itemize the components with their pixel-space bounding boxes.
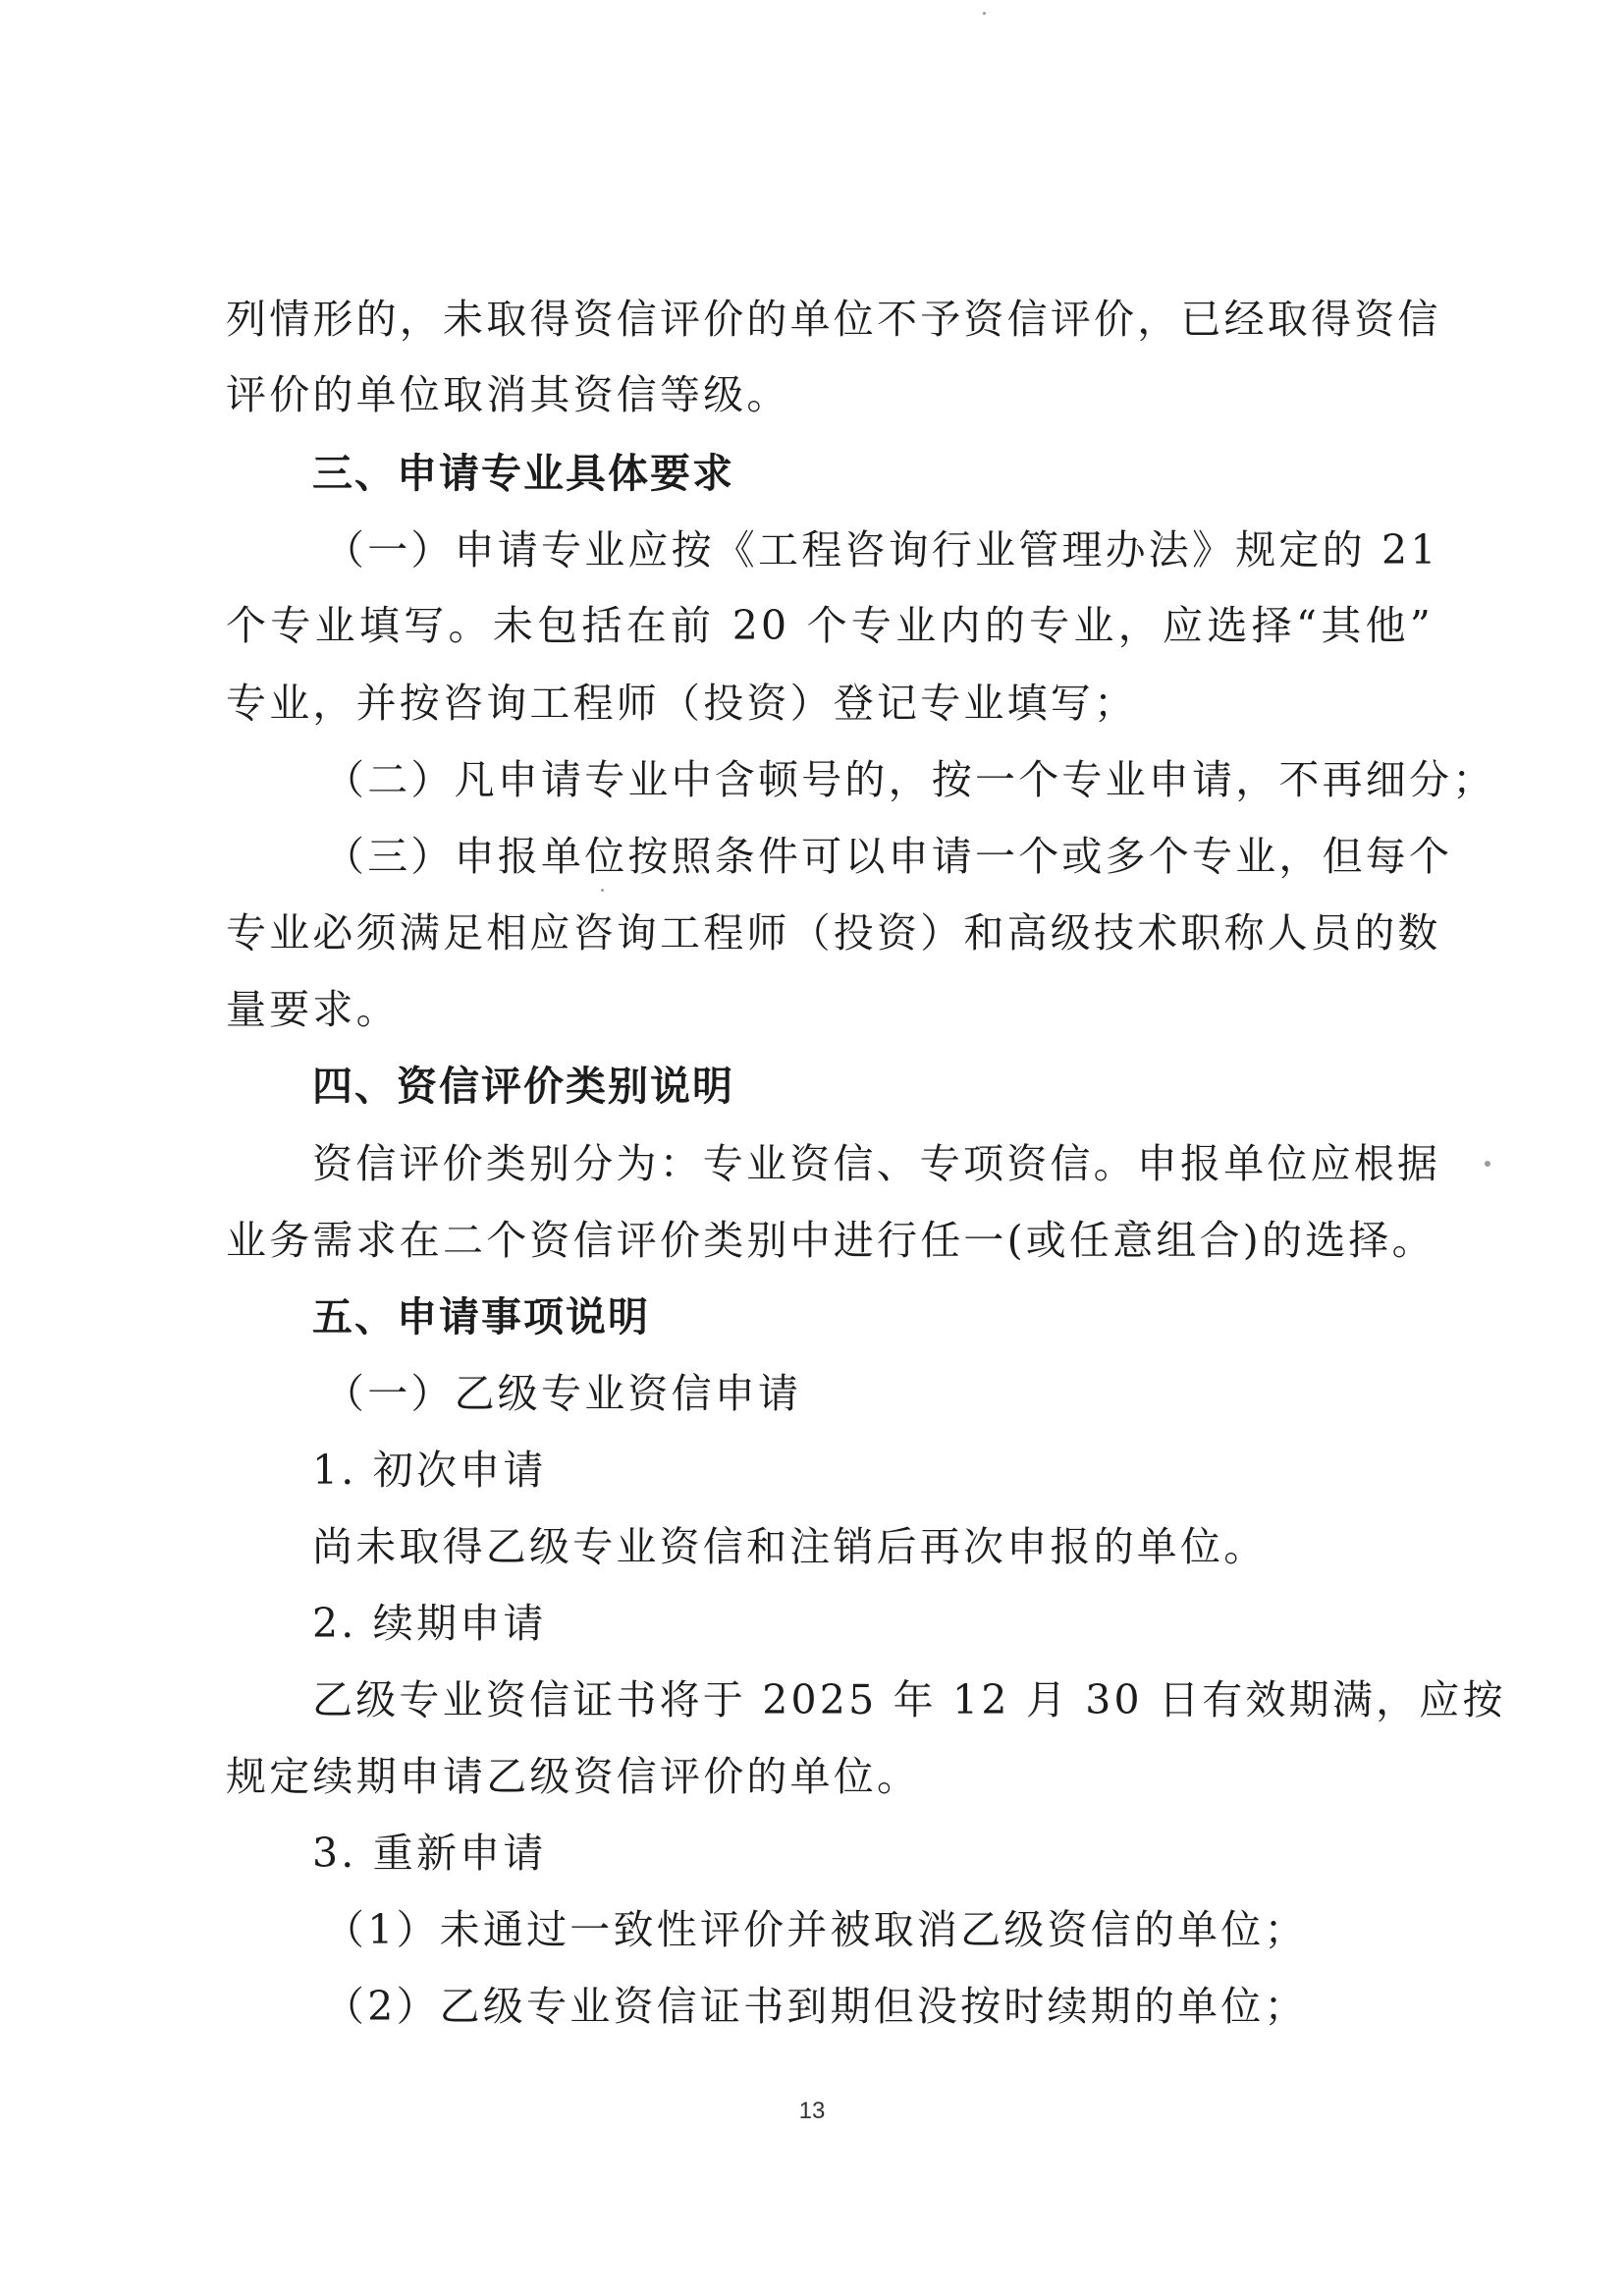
- body-line: 乙级专业资信证书将于 2025 年 12 月 30 日有效期满，应按: [312, 1676, 1506, 1723]
- subsection-heading: （一）乙级专业资信申请: [324, 1370, 802, 1417]
- body-line: 规定续期申请乙级资信评价的单位。: [226, 1753, 921, 1800]
- page-number: 13: [798, 2098, 826, 2124]
- body-line: （三）申报单位按照条件可以申请一个或多个专业，但每个: [324, 833, 1453, 880]
- body-line: 个专业填写。未包括在前 20 个专业内的专业，应选择“其他”: [226, 602, 1434, 649]
- body-line: （二）凡申请专业中含顿号的，按一个专业申请，不再细分；: [324, 756, 1496, 803]
- body-line: 列情形的，未取得资信评价的单位不予资信评价，已经取得资信: [226, 296, 1441, 343]
- section-heading: 四、资信评价类别说明: [312, 1063, 734, 1110]
- scan-speck: [983, 12, 986, 15]
- body-line: 业务需求在二个资信评价类别中进行任一(或任意组合)的选择。: [226, 1217, 1435, 1264]
- body-line: 尚未取得乙级专业资信和注销后再次申报的单位。: [312, 1523, 1268, 1570]
- section-heading: 五、申请事项说明: [312, 1293, 650, 1340]
- body-line: 专业，并按咨询工程师（投资）登记专业填写；: [226, 680, 1138, 727]
- section-heading: 三、申请专业具体要求: [312, 450, 734, 497]
- body-line: （2）乙级专业资信证书到期但没按时续期的单位；: [324, 1983, 1308, 2030]
- body-line: 资信评价类别分为：专业资信、专项资信。申报单位应根据: [312, 1140, 1441, 1187]
- body-line: （一）申请专业应按《工程咨询行业管理办法》规定的 21: [324, 526, 1439, 574]
- item-heading: 1. 初次申请: [312, 1447, 547, 1494]
- body-line: （1）未通过一致性评价并被取消乙级资信的单位；: [324, 1906, 1308, 1953]
- item-heading: 3. 重新申请: [312, 1830, 547, 1877]
- body-line: 评价的单位取消其资信等级。: [226, 371, 790, 418]
- scan-speck: [1485, 1161, 1490, 1167]
- scan-speck: [601, 889, 604, 892]
- body-line: 专业必须满足相应咨询工程师（投资）和高级技术职称人员的数: [226, 909, 1441, 957]
- item-heading: 2. 续期申请: [312, 1600, 547, 1647]
- body-line: 量要求。: [226, 986, 400, 1033]
